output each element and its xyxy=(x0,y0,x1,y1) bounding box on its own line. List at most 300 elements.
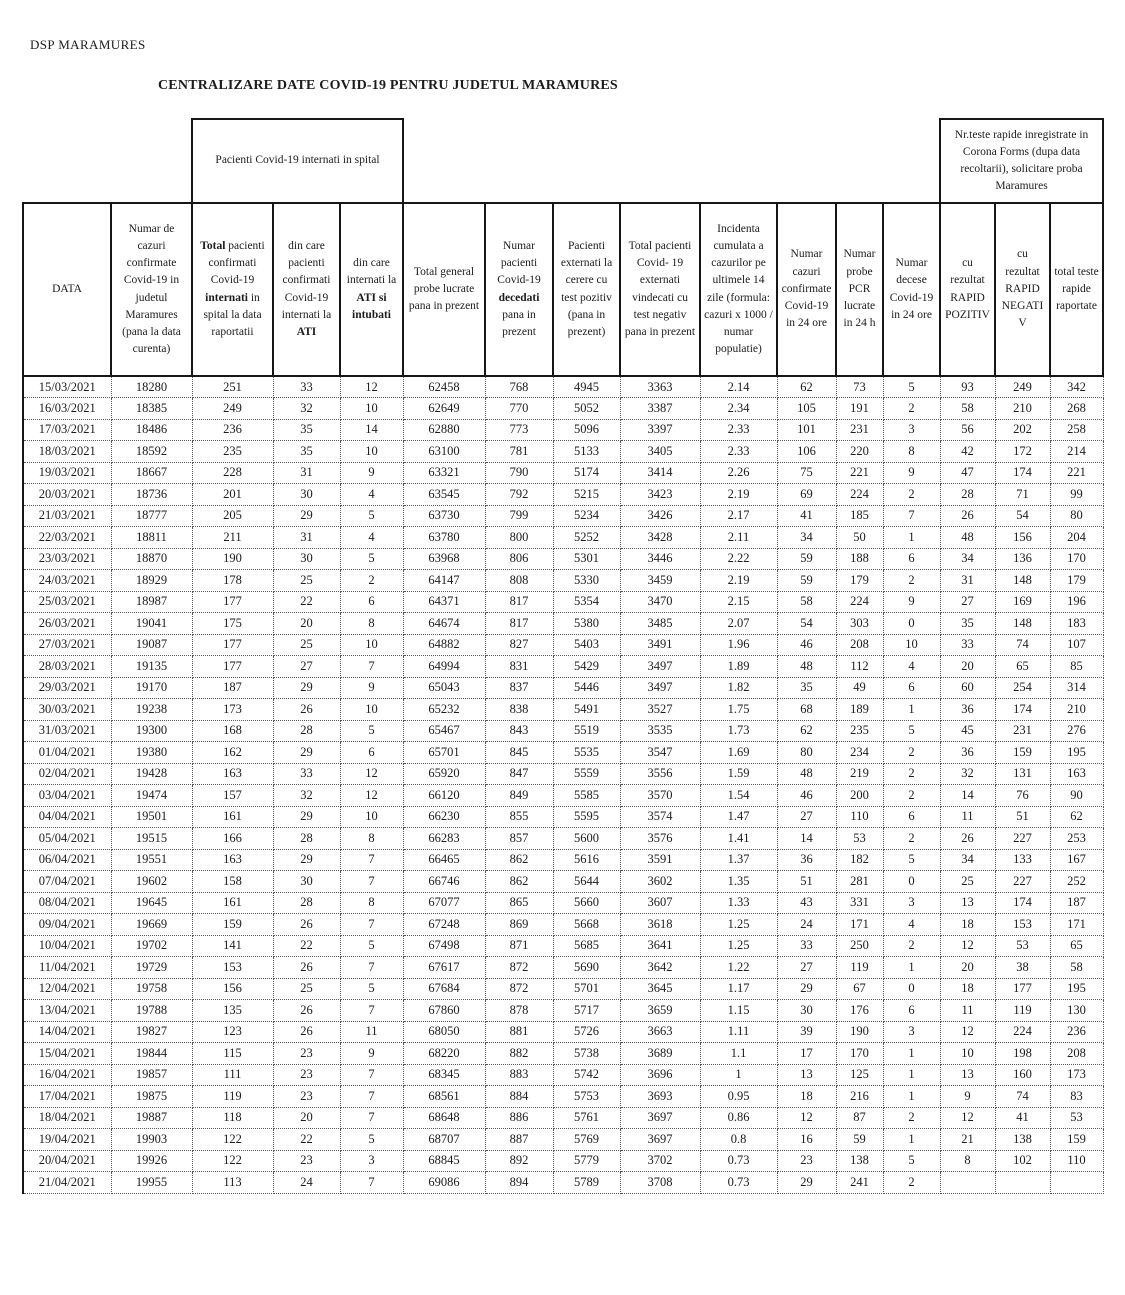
cell-cazuri-24h: 18 xyxy=(777,1086,836,1108)
cell-rapid-negativ: 231 xyxy=(995,720,1050,742)
cell-probe-pcr-24h: 191 xyxy=(836,398,883,420)
cell-total-teste-rapide: 53 xyxy=(1050,1107,1103,1129)
cell-internati-total: 228 xyxy=(192,462,273,484)
cell-cazuri-24h: 62 xyxy=(777,720,836,742)
cell-externati-la-cerere: 5753 xyxy=(553,1086,620,1108)
cell-probe-pcr-24h: 125 xyxy=(836,1064,883,1086)
cell-data: 20/03/2021 xyxy=(23,484,111,506)
cell-decese-24h: 10 xyxy=(883,634,940,656)
cell-probe-lucrate-total: 67077 xyxy=(403,892,485,914)
cell-total-teste-rapide: 196 xyxy=(1050,591,1103,613)
cell-data: 22/03/2021 xyxy=(23,527,111,549)
cell-cazuri-24h: 39 xyxy=(777,1021,836,1043)
table-row xyxy=(23,1000,1103,1022)
cell-externati-la-cerere: 5535 xyxy=(553,742,620,764)
cell-externati-vindecati: 3576 xyxy=(620,828,700,850)
cell-ati-intubati: 7 xyxy=(340,1172,403,1194)
cell-cazuri-24h: 46 xyxy=(777,634,836,656)
cell-probe-lucrate-total: 64147 xyxy=(403,570,485,592)
cell-internati-ati: 33 xyxy=(273,376,340,398)
cell-incidenta-14-zile: 1.96 xyxy=(700,634,777,656)
cell-probe-lucrate-total: 68707 xyxy=(403,1129,485,1151)
cell-externati-vindecati: 3663 xyxy=(620,1021,700,1043)
cell-probe-lucrate-total: 66120 xyxy=(403,785,485,807)
cell-total-teste-rapide: 183 xyxy=(1050,613,1103,635)
cell-rapid-pozitiv: 58 xyxy=(940,398,995,420)
cell-incidenta-14-zile: 1 xyxy=(700,1064,777,1086)
cell-decese-24h: 0 xyxy=(883,978,940,1000)
cell-cazuri-confirmate-total: 18592 xyxy=(111,441,192,463)
cell-probe-pcr-24h: 303 xyxy=(836,613,883,635)
column-header-cazuri-confirmate-total: Numar de cazuri confirmate Covid-19 in judetul Maramures (pana la data curenta) xyxy=(111,203,192,376)
cell-ati-intubati: 12 xyxy=(340,376,403,398)
cell-cazuri-confirmate-total: 18736 xyxy=(111,484,192,506)
cell-total-teste-rapide: 210 xyxy=(1050,699,1103,721)
cell-probe-lucrate-total: 66230 xyxy=(403,806,485,828)
cell-rapid-pozitiv: 12 xyxy=(940,935,995,957)
cell-decese-24h: 9 xyxy=(883,591,940,613)
cell-decedati-total: 865 xyxy=(485,892,553,914)
cell-externati-la-cerere: 5429 xyxy=(553,656,620,678)
cell-probe-lucrate-total: 67860 xyxy=(403,1000,485,1022)
cell-incidenta-14-zile: 2.33 xyxy=(700,419,777,441)
cell-externati-vindecati: 3491 xyxy=(620,634,700,656)
cell-externati-la-cerere: 5380 xyxy=(553,613,620,635)
cell-rapid-pozitiv: 26 xyxy=(940,828,995,850)
cell-cazuri-confirmate-total: 19428 xyxy=(111,763,192,785)
cell-rapid-negativ: 156 xyxy=(995,527,1050,549)
cell-incidenta-14-zile: 2.17 xyxy=(700,505,777,527)
cell-probe-pcr-24h: 67 xyxy=(836,978,883,1000)
cell-probe-lucrate-total: 67684 xyxy=(403,978,485,1000)
cell-data: 05/04/2021 xyxy=(23,828,111,850)
cell-internati-total: 115 xyxy=(192,1043,273,1065)
cell-decese-24h: 1 xyxy=(883,1064,940,1086)
cell-rapid-pozitiv: 36 xyxy=(940,742,995,764)
cell-rapid-negativ: 41 xyxy=(995,1107,1050,1129)
cell-cazuri-24h: 59 xyxy=(777,570,836,592)
cell-internati-ati: 23 xyxy=(273,1150,340,1172)
cell-externati-la-cerere: 5761 xyxy=(553,1107,620,1129)
cell-internati-total: 163 xyxy=(192,763,273,785)
cell-cazuri-24h: 62 xyxy=(777,376,836,398)
cell-externati-la-cerere: 5491 xyxy=(553,699,620,721)
cell-cazuri-confirmate-total: 19170 xyxy=(111,677,192,699)
cell-rapid-pozitiv: 48 xyxy=(940,527,995,549)
cell-data: 17/04/2021 xyxy=(23,1086,111,1108)
cell-cazuri-confirmate-total: 19380 xyxy=(111,742,192,764)
cell-internati-total: 163 xyxy=(192,849,273,871)
cell-rapid-pozitiv: 10 xyxy=(940,1043,995,1065)
cell-cazuri-confirmate-total: 19602 xyxy=(111,871,192,893)
cell-decese-24h: 2 xyxy=(883,1107,940,1129)
cell-rapid-negativ: 138 xyxy=(995,1129,1050,1151)
cell-decese-24h: 2 xyxy=(883,763,940,785)
cell-probe-lucrate-total: 67248 xyxy=(403,914,485,936)
column-header-probe-lucrate-total: Total general probe lucrate pana in prezent xyxy=(403,203,485,376)
table-row xyxy=(23,1064,1103,1086)
cell-ati-intubati: 12 xyxy=(340,763,403,785)
cell-externati-vindecati: 3446 xyxy=(620,548,700,570)
cell-externati-vindecati: 3708 xyxy=(620,1172,700,1194)
cell-ati-intubati: 10 xyxy=(340,634,403,656)
cell-internati-ati: 28 xyxy=(273,892,340,914)
cell-probe-lucrate-total: 62880 xyxy=(403,419,485,441)
cell-internati-ati: 29 xyxy=(273,677,340,699)
cell-internati-ati: 20 xyxy=(273,1107,340,1129)
cell-internati-total: 190 xyxy=(192,548,273,570)
cell-cazuri-24h: 51 xyxy=(777,871,836,893)
cell-internati-total: 201 xyxy=(192,484,273,506)
cell-decedati-total: 837 xyxy=(485,677,553,699)
cell-ati-intubati: 7 xyxy=(340,871,403,893)
table-row xyxy=(23,591,1103,613)
cell-rapid-pozitiv: 25 xyxy=(940,871,995,893)
cell-probe-pcr-24h: 224 xyxy=(836,484,883,506)
cell-internati-ati: 29 xyxy=(273,849,340,871)
cell-internati-ati: 31 xyxy=(273,527,340,549)
cell-cazuri-confirmate-total: 19669 xyxy=(111,914,192,936)
cell-rapid-pozitiv: 28 xyxy=(940,484,995,506)
cell-cazuri-24h: 17 xyxy=(777,1043,836,1065)
cell-probe-lucrate-total: 64371 xyxy=(403,591,485,613)
cell-data: 16/04/2021 xyxy=(23,1064,111,1086)
table-row xyxy=(23,1129,1103,1151)
cell-decese-24h: 2 xyxy=(883,570,940,592)
cell-internati-ati: 26 xyxy=(273,957,340,979)
cell-cazuri-confirmate-total: 19875 xyxy=(111,1086,192,1108)
cell-probe-lucrate-total: 65920 xyxy=(403,763,485,785)
cell-probe-lucrate-total: 64674 xyxy=(403,613,485,635)
cell-rapid-pozitiv: 12 xyxy=(940,1107,995,1129)
cell-internati-total: 156 xyxy=(192,978,273,1000)
cell-rapid-negativ: 174 xyxy=(995,699,1050,721)
cell-rapid-pozitiv: 47 xyxy=(940,462,995,484)
cell-incidenta-14-zile: 0.8 xyxy=(700,1129,777,1151)
cell-decese-24h: 3 xyxy=(883,892,940,914)
cell-data: 11/04/2021 xyxy=(23,957,111,979)
cell-decese-24h: 5 xyxy=(883,1150,940,1172)
cell-rapid-pozitiv: 60 xyxy=(940,677,995,699)
cell-probe-lucrate-total: 62649 xyxy=(403,398,485,420)
cell-rapid-negativ: 54 xyxy=(995,505,1050,527)
cell-cazuri-24h: 69 xyxy=(777,484,836,506)
cell-rapid-pozitiv: 20 xyxy=(940,957,995,979)
cell-internati-ati: 30 xyxy=(273,548,340,570)
cell-incidenta-14-zile: 1.41 xyxy=(700,828,777,850)
cell-cazuri-24h: 33 xyxy=(777,935,836,957)
cell-internati-total: 177 xyxy=(192,591,273,613)
cell-probe-pcr-24h: 235 xyxy=(836,720,883,742)
cell-rapid-negativ: 169 xyxy=(995,591,1050,613)
cell-cazuri-24h: 30 xyxy=(777,1000,836,1022)
cell-decedati-total: 892 xyxy=(485,1150,553,1172)
cell-probe-pcr-24h: 208 xyxy=(836,634,883,656)
table-row xyxy=(23,742,1103,764)
cell-externati-la-cerere: 5330 xyxy=(553,570,620,592)
column-header-probe-pcr-24h: Numar probe PCR lucrate in 24 h xyxy=(836,203,883,376)
cell-externati-la-cerere: 5717 xyxy=(553,1000,620,1022)
cell-rapid-negativ: 198 xyxy=(995,1043,1050,1065)
cell-data: 29/03/2021 xyxy=(23,677,111,699)
cell-data: 09/04/2021 xyxy=(23,914,111,936)
cell-rapid-pozitiv: 12 xyxy=(940,1021,995,1043)
cell-ati-intubati: 2 xyxy=(340,570,403,592)
cell-cazuri-24h: 46 xyxy=(777,785,836,807)
cell-incidenta-14-zile: 1.1 xyxy=(700,1043,777,1065)
cell-decedati-total: 862 xyxy=(485,871,553,893)
cell-data: 15/04/2021 xyxy=(23,1043,111,1065)
cell-data: 28/03/2021 xyxy=(23,656,111,678)
cell-externati-vindecati: 3428 xyxy=(620,527,700,549)
cell-probe-lucrate-total: 65701 xyxy=(403,742,485,764)
cell-decedati-total: 790 xyxy=(485,462,553,484)
cell-probe-pcr-24h: 234 xyxy=(836,742,883,764)
cell-rapid-negativ: 131 xyxy=(995,763,1050,785)
cell-data: 03/04/2021 xyxy=(23,785,111,807)
cell-probe-pcr-24h: 171 xyxy=(836,914,883,936)
cell-rapid-negativ: 249 xyxy=(995,376,1050,398)
cell-decedati-total: 847 xyxy=(485,763,553,785)
cell-internati-ati: 29 xyxy=(273,505,340,527)
cell-cazuri-24h: 35 xyxy=(777,677,836,699)
cell-internati-total: 157 xyxy=(192,785,273,807)
cell-incidenta-14-zile: 1.35 xyxy=(700,871,777,893)
cell-total-teste-rapide: 173 xyxy=(1050,1064,1103,1086)
cell-probe-pcr-24h: 281 xyxy=(836,871,883,893)
cell-ati-intubati: 7 xyxy=(340,1064,403,1086)
table-row xyxy=(23,398,1103,420)
column-header-data: DATA xyxy=(23,203,111,376)
cell-data: 15/03/2021 xyxy=(23,376,111,398)
cell-decese-24h: 4 xyxy=(883,656,940,678)
table-row xyxy=(23,828,1103,850)
table-body xyxy=(23,376,1103,1193)
cell-probe-lucrate-total: 63730 xyxy=(403,505,485,527)
cell-decedati-total: 862 xyxy=(485,849,553,871)
cell-probe-pcr-24h: 59 xyxy=(836,1129,883,1151)
cell-ati-intubati: 8 xyxy=(340,828,403,850)
cell-incidenta-14-zile: 1.22 xyxy=(700,957,777,979)
table-row xyxy=(23,548,1103,570)
cell-total-teste-rapide: 80 xyxy=(1050,505,1103,527)
cell-data: 17/03/2021 xyxy=(23,419,111,441)
cell-internati-total: 178 xyxy=(192,570,273,592)
table-row xyxy=(23,978,1103,1000)
cell-externati-la-cerere: 5600 xyxy=(553,828,620,850)
cell-probe-pcr-24h: 119 xyxy=(836,957,883,979)
cell-cazuri-confirmate-total: 18987 xyxy=(111,591,192,613)
cell-rapid-negativ: 76 xyxy=(995,785,1050,807)
cell-decedati-total: 882 xyxy=(485,1043,553,1065)
cell-data: 21/03/2021 xyxy=(23,505,111,527)
cell-externati-la-cerere: 5701 xyxy=(553,978,620,1000)
cell-decedati-total: 883 xyxy=(485,1064,553,1086)
cell-decedati-total: 817 xyxy=(485,613,553,635)
cell-cazuri-24h: 68 xyxy=(777,699,836,721)
cell-probe-pcr-24h: 220 xyxy=(836,441,883,463)
cell-internati-total: 173 xyxy=(192,699,273,721)
cell-externati-la-cerere: 5301 xyxy=(553,548,620,570)
cell-cazuri-confirmate-total: 19788 xyxy=(111,1000,192,1022)
cell-rapid-pozitiv: 26 xyxy=(940,505,995,527)
cell-incidenta-14-zile: 1.15 xyxy=(700,1000,777,1022)
cell-probe-pcr-24h: 331 xyxy=(836,892,883,914)
table-row xyxy=(23,785,1103,807)
cell-internati-ati: 29 xyxy=(273,742,340,764)
cell-ati-intubati: 5 xyxy=(340,720,403,742)
cell-internati-ati: 22 xyxy=(273,591,340,613)
cell-externati-la-cerere: 5668 xyxy=(553,914,620,936)
cell-ati-intubati: 6 xyxy=(340,742,403,764)
cell-ati-intubati: 5 xyxy=(340,935,403,957)
cell-externati-vindecati: 3405 xyxy=(620,441,700,463)
cell-probe-pcr-24h: 182 xyxy=(836,849,883,871)
cell-cazuri-confirmate-total: 19645 xyxy=(111,892,192,914)
cell-probe-lucrate-total: 63968 xyxy=(403,548,485,570)
cell-rapid-negativ: 227 xyxy=(995,871,1050,893)
cell-ati-intubati: 4 xyxy=(340,484,403,506)
cell-cazuri-24h: 29 xyxy=(777,978,836,1000)
cell-rapid-negativ: 177 xyxy=(995,978,1050,1000)
cell-total-teste-rapide: 195 xyxy=(1050,978,1103,1000)
cell-decese-24h: 5 xyxy=(883,720,940,742)
cell-externati-vindecati: 3607 xyxy=(620,892,700,914)
cell-decedati-total: 843 xyxy=(485,720,553,742)
cell-probe-pcr-24h: 185 xyxy=(836,505,883,527)
cell-rapid-negativ: 102 xyxy=(995,1150,1050,1172)
cell-probe-pcr-24h: 49 xyxy=(836,677,883,699)
cell-probe-lucrate-total: 68050 xyxy=(403,1021,485,1043)
cell-externati-la-cerere: 5644 xyxy=(553,871,620,893)
cell-internati-ati: 26 xyxy=(273,1000,340,1022)
cell-probe-pcr-24h: 73 xyxy=(836,376,883,398)
cell-externati-la-cerere: 5354 xyxy=(553,591,620,613)
cell-probe-pcr-24h: 224 xyxy=(836,591,883,613)
cell-total-teste-rapide: 62 xyxy=(1050,806,1103,828)
cell-externati-vindecati: 3641 xyxy=(620,935,700,957)
cell-rapid-pozitiv: 11 xyxy=(940,1000,995,1022)
cell-internati-total: 161 xyxy=(192,806,273,828)
column-header-decedati-total: Numar pacienti Covid-19 decedati pana in prezent xyxy=(485,203,553,376)
cell-probe-pcr-24h: 112 xyxy=(836,656,883,678)
cell-data: 01/04/2021 xyxy=(23,742,111,764)
cell-externati-vindecati: 3497 xyxy=(620,656,700,678)
cell-rapid-negativ: 71 xyxy=(995,484,1050,506)
cell-data: 18/03/2021 xyxy=(23,441,111,463)
column-header-rapid-pozitiv: cu rezultat RAPID POZITIV xyxy=(940,203,995,376)
cell-rapid-pozitiv: 21 xyxy=(940,1129,995,1151)
cell-cazuri-24h: 101 xyxy=(777,419,836,441)
cell-ati-intubati: 14 xyxy=(340,419,403,441)
cell-total-teste-rapide: 214 xyxy=(1050,441,1103,463)
cell-internati-total: 135 xyxy=(192,1000,273,1022)
cell-externati-vindecati: 3556 xyxy=(620,763,700,785)
cell-externati-la-cerere: 5252 xyxy=(553,527,620,549)
cell-probe-pcr-24h: 189 xyxy=(836,699,883,721)
cell-cazuri-24h: 12 xyxy=(777,1107,836,1129)
cell-externati-la-cerere: 5742 xyxy=(553,1064,620,1086)
cell-internati-total: 235 xyxy=(192,441,273,463)
cell-internati-ati: 25 xyxy=(273,570,340,592)
cell-internati-total: 205 xyxy=(192,505,273,527)
cell-rapid-pozitiv: 42 xyxy=(940,441,995,463)
cell-internati-ati: 25 xyxy=(273,634,340,656)
cell-rapid-negativ: 172 xyxy=(995,441,1050,463)
cell-incidenta-14-zile: 1.75 xyxy=(700,699,777,721)
table-row xyxy=(23,849,1103,871)
cell-decese-24h: 1 xyxy=(883,1043,940,1065)
cell-data: 02/04/2021 xyxy=(23,763,111,785)
cell-externati-la-cerere: 5660 xyxy=(553,892,620,914)
column-header-incidenta-14-zile: Incidenta cumulata a cazurilor pe ultimele 14 zile (formula: cazuri x 1000 / numar populatie) xyxy=(700,203,777,376)
cell-externati-la-cerere: 5215 xyxy=(553,484,620,506)
cell-decedati-total: 878 xyxy=(485,1000,553,1022)
cell-internati-total: 119 xyxy=(192,1086,273,1108)
table-row xyxy=(23,914,1103,936)
table-row xyxy=(23,634,1103,656)
cell-externati-la-cerere: 5519 xyxy=(553,720,620,742)
cell-incidenta-14-zile: 0.95 xyxy=(700,1086,777,1108)
table-row xyxy=(23,484,1103,506)
cell-internati-total: 122 xyxy=(192,1150,273,1172)
cell-internati-total: 111 xyxy=(192,1064,273,1086)
cell-incidenta-14-zile: 2.22 xyxy=(700,548,777,570)
cell-decedati-total: 792 xyxy=(485,484,553,506)
group-header-rapid-tests: Nr.teste rapide inregistrate in Corona Forms (dupa data recoltarii), solicitare proba Maramures xyxy=(940,119,1103,203)
cell-probe-pcr-24h: 250 xyxy=(836,935,883,957)
cell-incidenta-14-zile: 2.07 xyxy=(700,613,777,635)
cell-externati-vindecati: 3387 xyxy=(620,398,700,420)
cell-total-teste-rapide: 167 xyxy=(1050,849,1103,871)
cell-total-teste-rapide: 195 xyxy=(1050,742,1103,764)
cell-data: 23/03/2021 xyxy=(23,548,111,570)
cell-probe-lucrate-total: 67498 xyxy=(403,935,485,957)
cell-internati-ati: 26 xyxy=(273,1021,340,1043)
cell-cazuri-confirmate-total: 18667 xyxy=(111,462,192,484)
cell-externati-la-cerere: 5585 xyxy=(553,785,620,807)
cell-decedati-total: 871 xyxy=(485,935,553,957)
cell-incidenta-14-zile: 2.19 xyxy=(700,484,777,506)
cell-rapid-pozitiv: 20 xyxy=(940,656,995,678)
table-row xyxy=(23,462,1103,484)
cell-rapid-pozitiv: 8 xyxy=(940,1150,995,1172)
cell-probe-pcr-24h: 87 xyxy=(836,1107,883,1129)
cell-ati-intubati: 9 xyxy=(340,462,403,484)
cell-rapid-negativ: 53 xyxy=(995,935,1050,957)
cell-rapid-negativ: 224 xyxy=(995,1021,1050,1043)
cell-cazuri-confirmate-total: 19955 xyxy=(111,1172,192,1194)
table-row xyxy=(23,763,1103,785)
cell-externati-vindecati: 3547 xyxy=(620,742,700,764)
cell-rapid-pozitiv: 56 xyxy=(940,419,995,441)
cell-rapid-pozitiv: 32 xyxy=(940,763,995,785)
cell-internati-total: 177 xyxy=(192,634,273,656)
cell-data: 10/04/2021 xyxy=(23,935,111,957)
cell-externati-vindecati: 3618 xyxy=(620,914,700,936)
cell-total-teste-rapide: 163 xyxy=(1050,763,1103,785)
cell-total-teste-rapide: 252 xyxy=(1050,871,1103,893)
cell-ati-intubati: 10 xyxy=(340,441,403,463)
cell-cazuri-24h: 16 xyxy=(777,1129,836,1151)
cell-ati-intubati: 7 xyxy=(340,957,403,979)
cell-rapid-negativ: 133 xyxy=(995,849,1050,871)
cell-cazuri-24h: 34 xyxy=(777,527,836,549)
cell-total-teste-rapide: 65 xyxy=(1050,935,1103,957)
cell-rapid-negativ: 174 xyxy=(995,462,1050,484)
cell-decedati-total: 872 xyxy=(485,957,553,979)
cell-probe-lucrate-total: 63780 xyxy=(403,527,485,549)
